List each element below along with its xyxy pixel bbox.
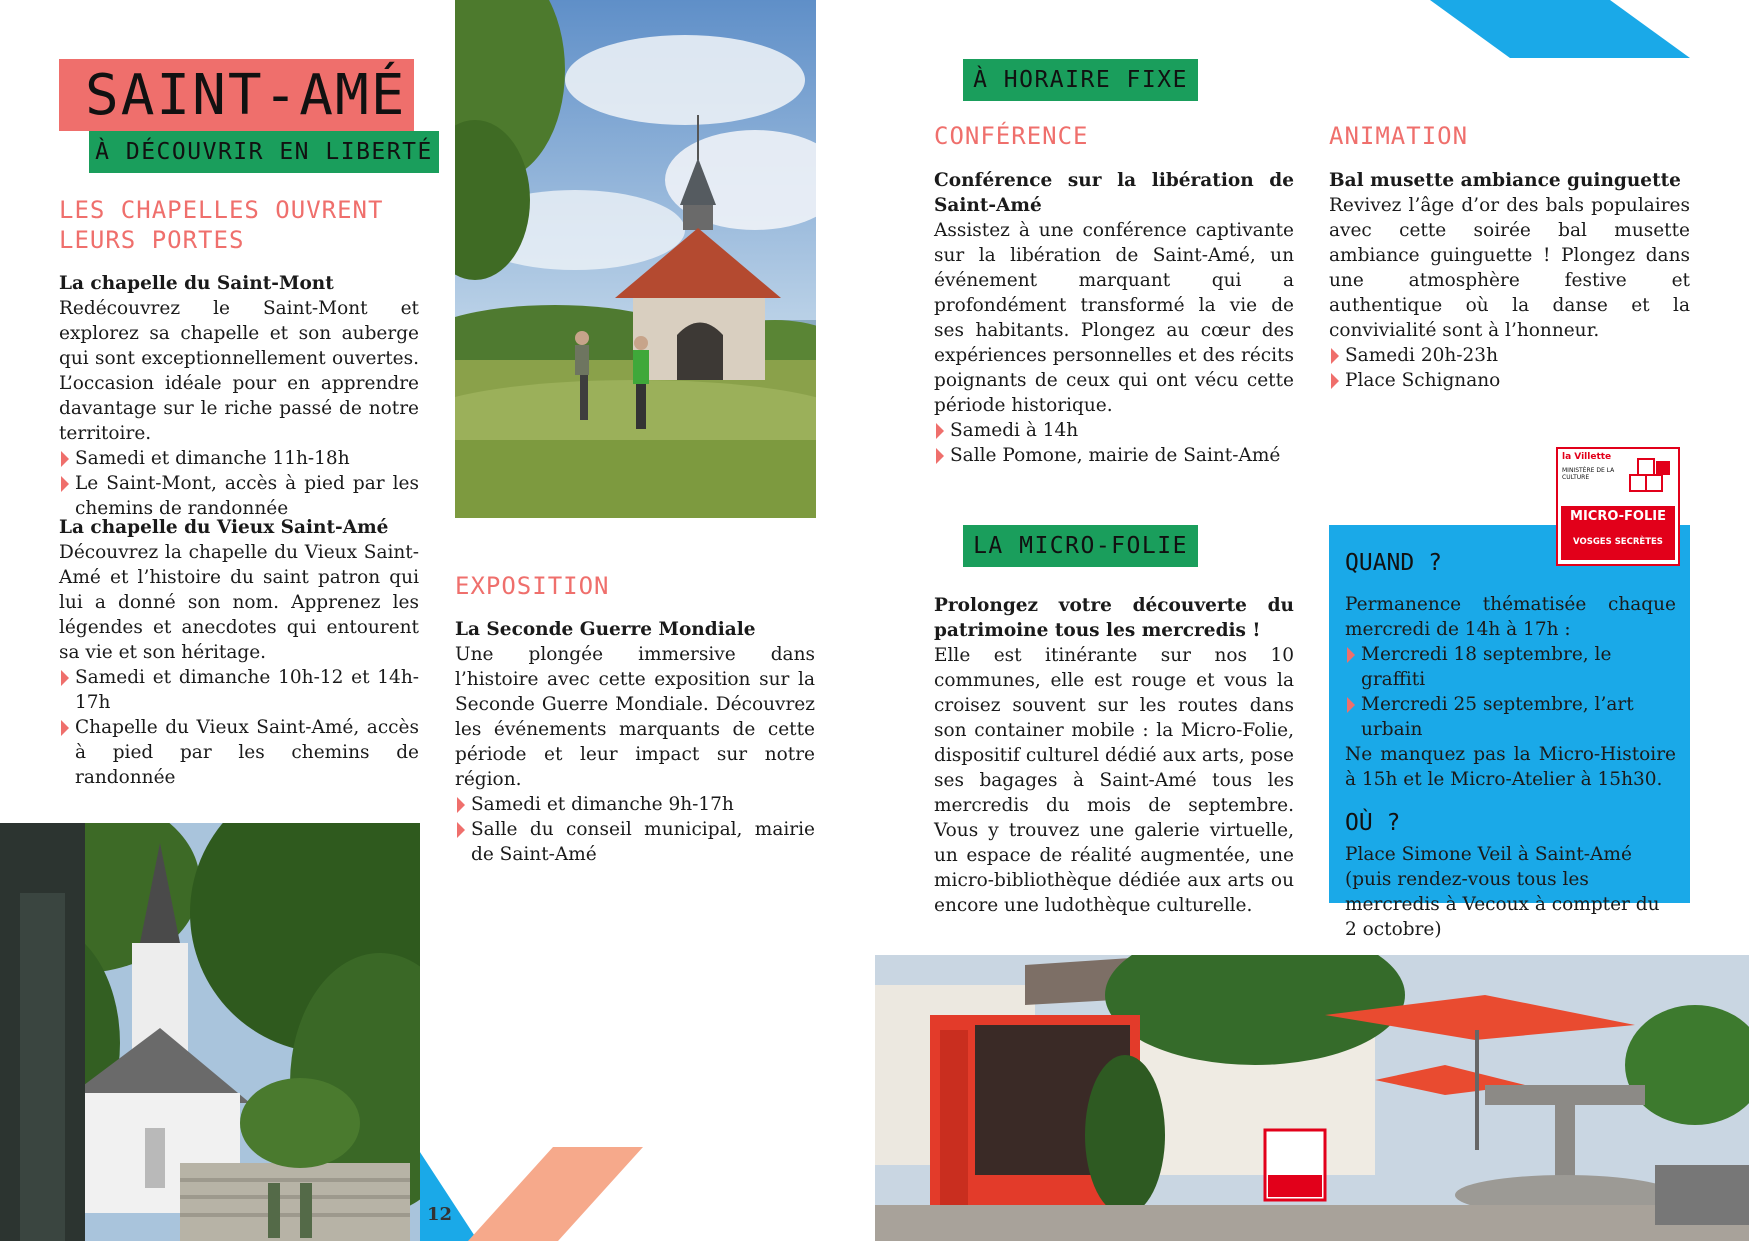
micro-folie-logo bbox=[1556, 447, 1680, 566]
chapelle-saint-mont-text: Redécouvrez le Saint-Mont et explorez sa chapelle et son auberge qui sont exceptionnellement ouvertes. L’occasion idéale pour en apprendre davantage sur le riche passé de notre territoire. bbox=[59, 298, 419, 444]
exposition-text: Une plongée immersive dans l’histoire avec cette exposition sur la Seconde Guerre Mondiale. Découvrez les événements marquants de cette période et leur impact sur notre région. bbox=[455, 644, 815, 790]
exposition-heading: EXPOSITION bbox=[455, 572, 610, 600]
animation-title: Bal musette ambiance guinguette bbox=[1329, 170, 1681, 191]
logo-sub: VOSGES SECRÈTES bbox=[1573, 537, 1663, 547]
micro-folie-text: Elle est itinérante sur nos 10 communes, elle est rouge et vous la croisez souvent sur les routes dans son container mobile : la Micro-Folie, dispositif culturel dédié aux arts, pose ses bagages à Saint-Amé tous les mercredis du mois de septembre. Vous y trouvez une galerie virtuelle, un espace de réalité augmentée, une micro-bibliothèque dédiée aux arts ou encore une ludothèque culturelle. bbox=[934, 645, 1294, 916]
ou-heading: OÙ ? bbox=[1345, 810, 1401, 836]
micro-folie-square-photo bbox=[875, 955, 1749, 1241]
exposition-where: Salle du conseil municipal, mairie de Saint-Amé bbox=[455, 817, 815, 867]
logo-cubes-icon bbox=[1626, 453, 1674, 499]
top-right-decoration bbox=[1430, 0, 1690, 60]
animation-block bbox=[1329, 168, 1690, 393]
logo-name: MICRO-FOLIE bbox=[1570, 509, 1666, 524]
ou-text: Place Simone Veil à Saint-Amé (puis rendez-vous tous les mercredis à Vecoux à compter du 2 octobre) bbox=[1345, 844, 1660, 940]
conference-text: Assistez à une conférence captivante sur la libération de Saint-Amé, un événement marquant qui a profondément transformé la vie de ses habitants. Plongez au cœur des expériences personnelles et des récits poignants de ceux qui ont vécu cette période historique. bbox=[934, 220, 1294, 416]
chapelle-saint-mont bbox=[59, 271, 419, 521]
arrow-icon bbox=[1331, 373, 1339, 389]
animation-where: Place Schignano bbox=[1329, 368, 1690, 393]
page-title: SAINT-AMÉ bbox=[85, 63, 407, 128]
quand-note: Ne manquez pas la Micro-Histoire à 15h et le Micro-Atelier à 15h30. bbox=[1345, 744, 1676, 790]
animation-heading: ANIMATION bbox=[1329, 122, 1469, 150]
logo-ministere: MINISTÈRE DE LA CULTURE bbox=[1562, 467, 1615, 481]
arrow-icon bbox=[1347, 697, 1355, 713]
arrow-icon bbox=[457, 797, 465, 813]
chapelle-vieux-title: La chapelle du Vieux Saint-Amé bbox=[59, 517, 389, 538]
subtitle-tag: À DÉCOUVRIR EN LIBERTÉ bbox=[89, 131, 439, 173]
chapelles-heading bbox=[59, 195, 419, 255]
exposition-block bbox=[455, 617, 815, 867]
arrow-icon bbox=[1347, 647, 1355, 663]
exposition-title: La Seconde Guerre Mondiale bbox=[455, 619, 756, 640]
chapelles-heading-line1: LES CHAPELLES OUVRENT bbox=[59, 196, 384, 224]
quand-heading: QUAND ? bbox=[1345, 550, 1442, 576]
chapelle-saint-mont-title: La chapelle du Saint-Mont bbox=[59, 273, 334, 294]
chapelle-vieux-saint-ame bbox=[59, 515, 419, 790]
chapelle-saint-mont-when: Samedi et dimanche 11h-18h bbox=[59, 446, 419, 471]
conference-block bbox=[934, 168, 1294, 468]
chapelles-heading-line2: LEURS PORTES bbox=[59, 226, 245, 254]
micro-folie-title: Prolongez votre découverte du patrimoine tous les mercredis ! bbox=[934, 595, 1294, 641]
conference-when: Samedi à 14h bbox=[934, 418, 1294, 443]
conference-heading: CONFÉRENCE bbox=[934, 122, 1089, 150]
animation-when: Samedi 20h-23h bbox=[1329, 343, 1690, 368]
horaire-fixe-tag: À HORAIRE FIXE bbox=[963, 59, 1198, 101]
chapelle-vieux-when: Samedi et dimanche 10h-12 et 14h-17h bbox=[59, 665, 419, 715]
arrow-icon bbox=[1331, 348, 1339, 364]
arrow-icon bbox=[61, 720, 69, 736]
animation-text: Revivez l’âge d’or des bals populaires avec cette soirée bal musette ambiance guinguette ! Plongez dans une atmosphère festive et authentique où la danse et la convivialité sont à l’honneur. bbox=[1329, 195, 1690, 341]
arrow-icon bbox=[457, 822, 465, 838]
arrow-icon bbox=[61, 670, 69, 686]
arrow-icon bbox=[936, 423, 944, 439]
logo-villette: la Villette bbox=[1562, 452, 1612, 462]
arrow-icon bbox=[61, 476, 69, 492]
info-box-content bbox=[1345, 548, 1676, 942]
micro-folie-block bbox=[934, 593, 1294, 918]
conference-title: Conférence sur la libération de Saint-Amé bbox=[934, 170, 1294, 216]
quand-text: Permanence thématisée chaque mercredi de 14h à 17h : bbox=[1345, 594, 1676, 640]
arrow-icon bbox=[936, 448, 944, 464]
quand-date1: Mercredi 18 septembre, le graffiti bbox=[1345, 642, 1676, 692]
chapelle-saint-mont-where: Le Saint-Mont, accès à pied par les chemins de randonnée bbox=[59, 471, 419, 521]
conference-where: Salle Pomone, mairie de Saint-Amé bbox=[934, 443, 1294, 468]
chapelle-vieux-text: Découvrez la chapelle du Vieux Saint-Amé et l’histoire du saint patron qui lui a donné son nom. Apprenez les légendes et anecdotes qui entourent sa vie et son héritage. bbox=[59, 542, 419, 663]
micro-folie-tag: LA MICRO-FOLIE bbox=[963, 525, 1198, 567]
page-number: 12 bbox=[427, 1204, 453, 1225]
chapelle-vieux-where: Chapelle du Vieux Saint-Amé, accès à pied par les chemins de randonnée bbox=[59, 715, 419, 790]
quand-date2: Mercredi 25 septembre, l’art urbain bbox=[1345, 692, 1676, 742]
chapel-hill-photo bbox=[455, 0, 816, 518]
white-chapel-photo bbox=[0, 823, 420, 1241]
exposition-when: Samedi et dimanche 9h-17h bbox=[455, 792, 815, 817]
arrow-icon bbox=[61, 451, 69, 467]
bottom-center-decoration bbox=[418, 1145, 643, 1241]
